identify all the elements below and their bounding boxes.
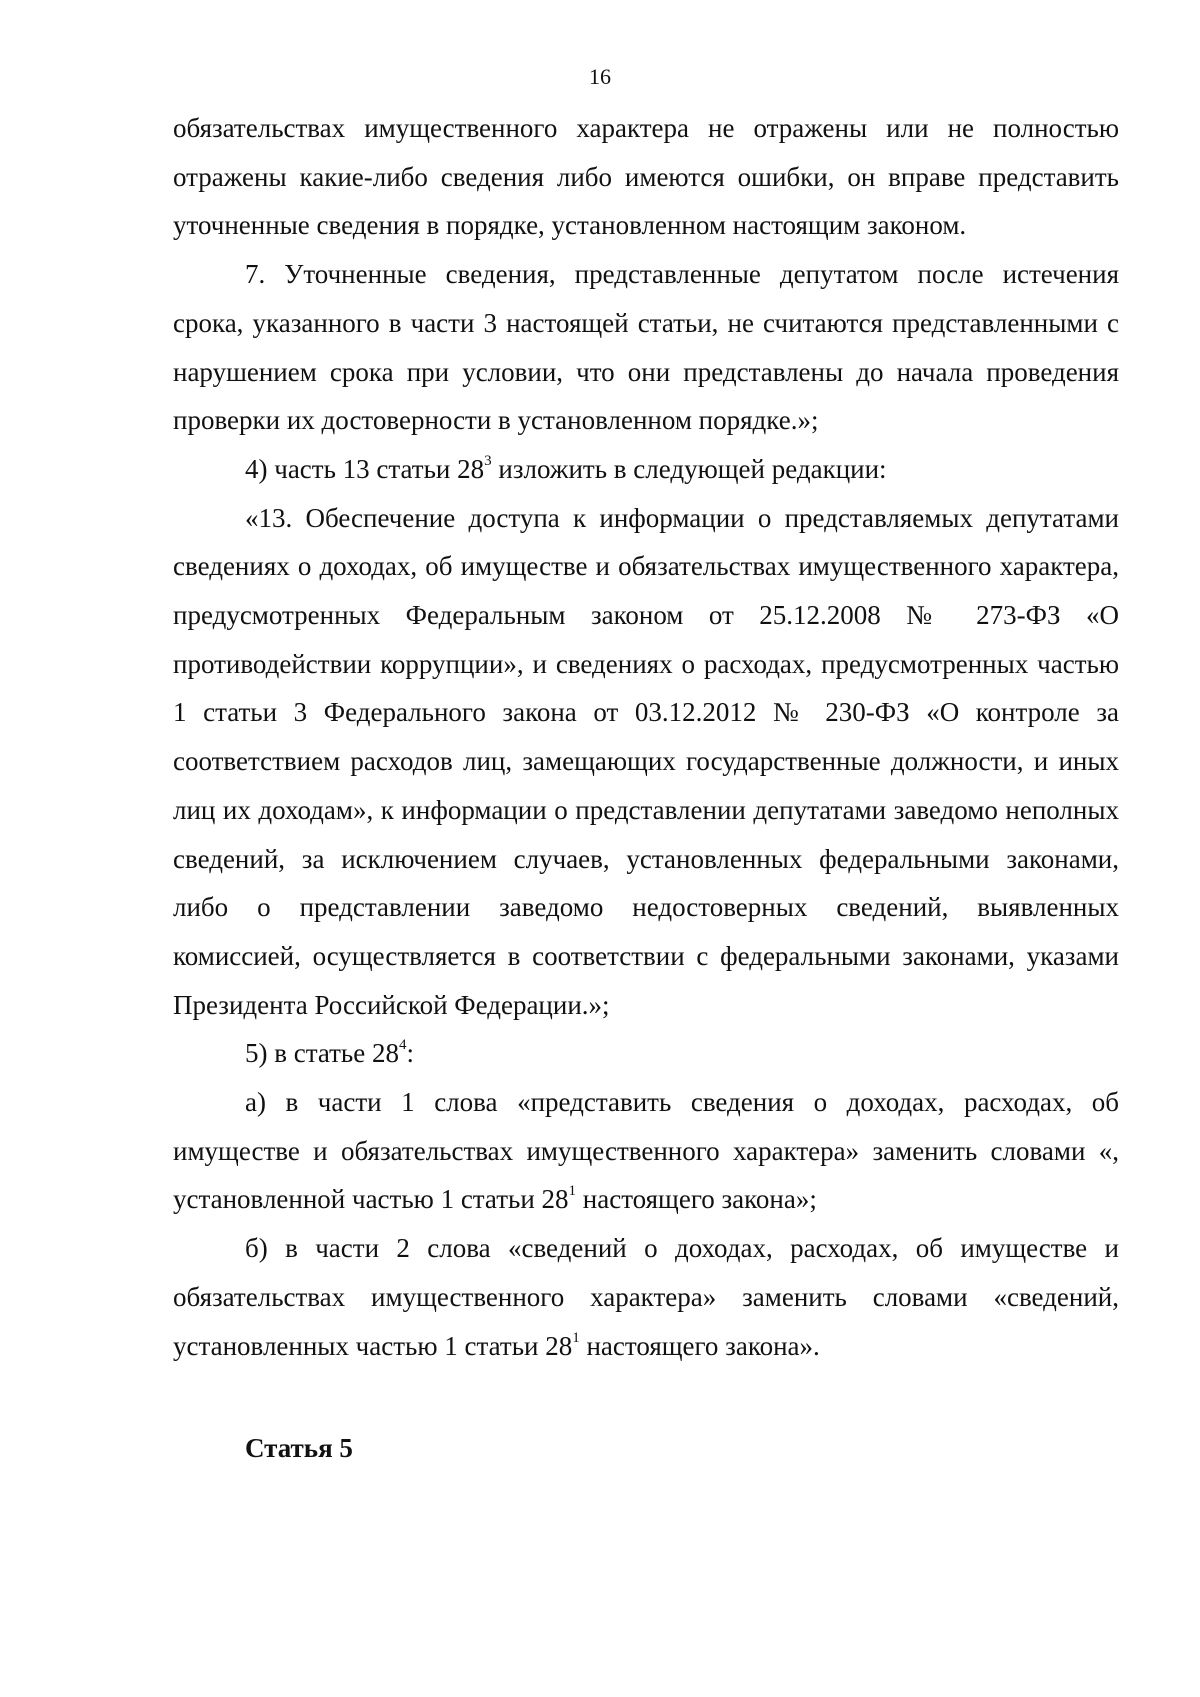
paragraph-text: настоящего закона»; xyxy=(576,1184,817,1215)
superscript: 1 xyxy=(568,1183,577,1200)
paragraph-text: изложить в следующей редакции: xyxy=(491,453,887,484)
paragraph-text: 5) в статье 28 xyxy=(245,1038,399,1069)
paragraph-item-7: 7. Уточненные сведения, представленные депутатом после истечения срока, указанного в части 3 настоящей статьи, не считаются представленными с нарушением срока при условии, что они представлены до начала проведения проверки их достоверности в установленном порядке.»; xyxy=(173,259,1119,436)
paragraph-item-4 xyxy=(173,445,1119,494)
paragraph-subitem-a xyxy=(173,1078,1119,1224)
page-number: 16 xyxy=(589,64,611,89)
paragraph-subitem-b xyxy=(173,1224,1119,1370)
paragraph-item-5 xyxy=(173,1029,1119,1078)
document-body xyxy=(173,104,1119,1472)
paragraph-continuation: обязательствах имущественного характера не отражены или не полностью отражены какие-либо сведения либо имеются ошибки, он вправе представить уточненные сведения в порядке, установленном настоящим законом. xyxy=(173,113,1119,241)
paragraph-text: а) в части 1 слова «представить сведения о доходах, расходах, об имуществе и обязательствах имущественного характера» заменить словами «, установленной частью 1 статьи 28 xyxy=(173,1087,1119,1215)
paragraph-quoted-13: «13. Обеспечение доступа к информации о представляемых депутатами сведениях о доходах, об имуществе и обязательствах имущественного характера, предусмотренных Федеральным законом от 25.12.2008 № 273-ФЗ «О противодействии коррупции», и сведениях о расходах, предусмотренных частью 1 статьи 3 Федерального закона от 03.12.2012 № 230-ФЗ «О контроле за соответствием расходов лиц, замещающих государственные должности, и иных лиц их доходам», к информации о представлении депутатами заведомо неполных сведений, за исключением случаев, установленных федеральными законами, либо о представлении заведомо недостоверных сведений, выявленных комиссией, осуществляется в соответствии с федеральными законами, указами Президента Российской Федерации.»; xyxy=(173,502,1119,1020)
paragraph-text: : xyxy=(406,1038,414,1069)
paragraph-text: 4) часть 13 статьи 28 xyxy=(245,453,485,484)
superscript: 3 xyxy=(484,452,492,469)
superscript: 1 xyxy=(572,1329,580,1346)
spacer xyxy=(173,1370,1119,1424)
paragraph-text: настоящего закона». xyxy=(579,1330,820,1361)
superscript: 4 xyxy=(398,1037,407,1054)
paragraph-text: б) в части 2 слова «сведений о доходах, расходах, об имуществе и обязательствах имущественного характера» заменить словами «сведений, установленных частью 1 статьи 28 xyxy=(173,1233,1119,1361)
article-heading: Статья 5 xyxy=(245,1433,353,1464)
